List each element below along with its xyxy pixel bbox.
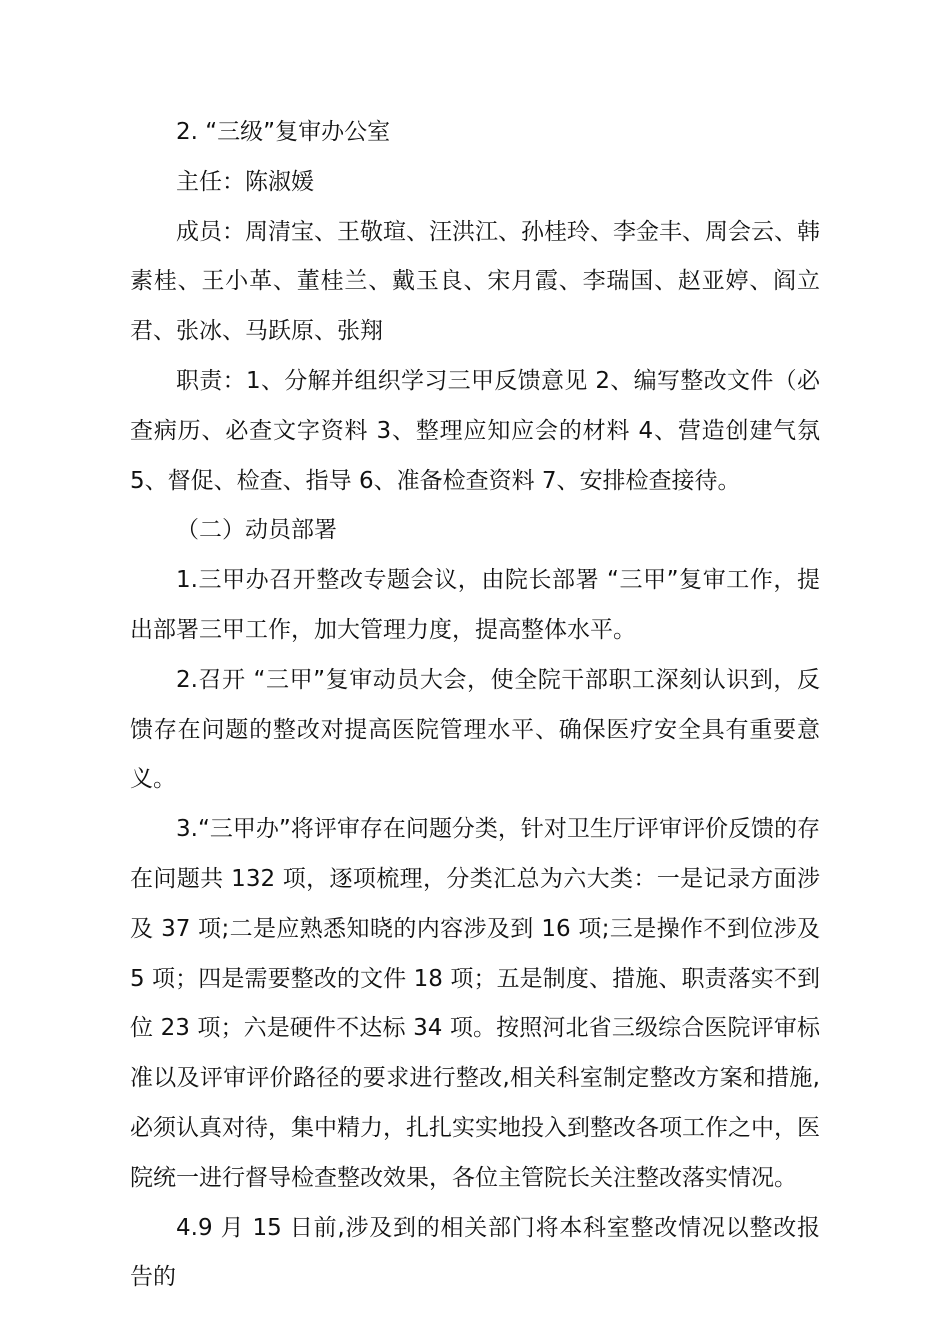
- item-4-paragraph: 4.9 月 15 日前,涉及到的相关部门将本科室整改情况以整改报告的: [130, 1214, 820, 1291]
- director-line: 主任：陈淑媛: [176, 168, 314, 195]
- duties-paragraph: 职责：1、分解并组织学习三甲反馈意见 2、编写整改文件（必查病历、必查文字资料 3、整理应知应会的材料 4、营造创建气氛 5、督促、检查、指导 6、准备检查资料 7、安排检查接待。: [130, 367, 820, 494]
- members-paragraph: 成员：周清宝、王敬瑄、汪洪江、孙桂玲、李金丰、周会云、韩素桂、王小革、董桂兰、戴玉良、宋月霞、李瑞国、赵亚婷、阎立君、张冰、马跃原、张翔: [130, 218, 820, 345]
- document-body: [130, 108, 820, 1303]
- item-3-paragraph: 3.“三甲办”将评审存在问题分类，针对卫生厅评审评价反馈的存在问题共 132 项，逐项梳理，分类汇总为六大类：一是记录方面涉及 37 项;二是应熟悉知晓的内容涉及到 16 项;三是操作不到位涉及 5 项；四是需要整改的文件 18 项；五是制度、措施、职责落实不到位 23 项；六是硬件不达标 34 项。按照河北省三级综合医院评审标准以及评审评价路径的要求进行整改,相关科室制定整改方案和措施,必须认真对待，集中精力，扎扎实实地投入到整改各项工作之中，医院统一进行督导检查整改效果，各位主管院长关注整改落实情况。: [130, 816, 820, 1191]
- item-1-paragraph: 1.三甲办召开整改专题会议，由院长部署 “三甲”复审工作，提出部署三甲工作，加大管理力度，提高整体水平。: [130, 567, 820, 643]
- section-heading-review-office: 2. “三级”复审办公室: [176, 119, 391, 145]
- section-heading-mobilization: （二）动员部署: [176, 517, 337, 544]
- item-2-paragraph: 2.召开 “三甲”复审动员大会，使全院干部职工深刻认识到，反馈存在问题的整改对提高医院管理水平、确保医疗安全具有重要意义。: [130, 666, 820, 793]
